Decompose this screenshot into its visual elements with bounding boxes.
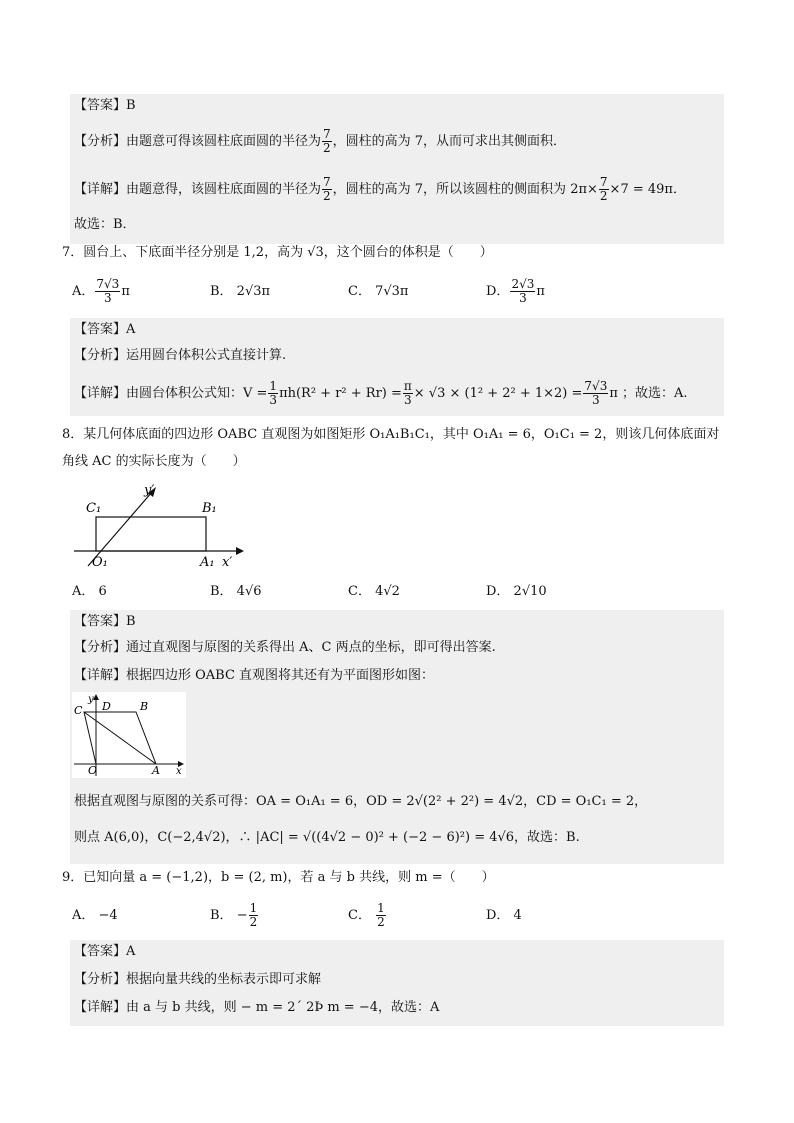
q7-option-d[interactable]: D． $\frac{2√3}{3}$ π — [486, 277, 545, 305]
q6-choice: 故选：B． — [74, 217, 136, 232]
q8-option-c[interactable]: C． 4√2 — [348, 584, 400, 599]
label-b: B — [140, 700, 149, 713]
label-o: O — [88, 764, 98, 777]
q7-stem: 7．圆台上、下底面半径分别是 1,2，高为 √3，这个圆台的体积是（ ） — [62, 245, 493, 260]
q8-plane-figure — [72, 692, 186, 778]
q8-option-a[interactable]: A． 6 — [72, 584, 107, 599]
q9-option-a[interactable]: A． −4 — [72, 908, 118, 923]
q6-answer-block — [70, 94, 724, 244]
q9-stem: 9．已知向量 a = (−1,2)，b = (2, m)，若 a 与 b 共线，则 m =（ ） — [62, 870, 495, 885]
q9-detail: 【详解】由 a 与 b 共线，则 − m = 2´ 2Þ m = −4，故选：A — [74, 1000, 440, 1015]
q7-option-c[interactable]: C． 7√3π — [348, 284, 409, 299]
label-x: x — [176, 766, 182, 777]
q7-option-a[interactable]: A． $\frac{7√3}{3}$ π — [72, 277, 130, 305]
label-a: A — [152, 764, 160, 777]
label-d: D — [102, 700, 111, 713]
q7-detail: 【详解】由圆台体积公式知：V = $\frac{1}{3}$ πh(R² + r² + Rr) = $\frac{\pi}{3}$ × √3 × (1² + 2² + 1×2) = $\frac{7√3}{3}$ π ；故选：A. — [74, 379, 688, 407]
q9-option-c[interactable]: C． $\frac{1}{2}$ — [348, 901, 385, 929]
q9-option-d[interactable]: D． 4 — [486, 908, 522, 923]
label-b1: B₁ — [202, 501, 217, 516]
label-a1: A₁ — [200, 555, 215, 570]
q8-analysis: 【分析】通过直观图与原图的关系得出 A、C 两点的坐标，即可得出答案. — [74, 640, 496, 655]
q6-analysis: 【分析】由题意可得该圆柱底面圆的半径为 $\frac{7}{2}$ ，圆柱的高为 7，从而可求出其侧面积． — [74, 127, 567, 155]
q8-answer: 【答案】B — [74, 614, 136, 629]
q8-stem-line1: 8．某几何体底面的四边形 OABC 直观图为如图矩形 O₁A₁B₁C₁，其中 O₁A₁ = 6，O₁C₁ = 2，则该几何体底面对 — [62, 427, 720, 442]
label-c: C — [74, 704, 83, 717]
label-x-prime: x′ — [222, 555, 233, 570]
label-y: y — [88, 694, 94, 705]
q8-point: 则点 A(6,0)，C(−2,4√2)，∴ |AC| = √((4√2 − 0)² + (−2 − 6)²) = 4√6，故选：B. — [74, 830, 580, 845]
q9-analysis: 【分析】根据向量共线的坐标表示即可求解 — [74, 972, 322, 987]
label-y-prime: y′ — [144, 483, 155, 498]
q8-stem-line2: 角线 AC 的实际长度为（ ） — [62, 454, 246, 469]
q7-analysis: 【分析】运用圆台体积公式直接计算. — [74, 348, 287, 363]
q6-answer: 【答案】B — [74, 98, 136, 113]
q8-detail: 【详解】根据四边形 OABC 直观图将其还有为平面图形如图： — [74, 668, 435, 683]
q8-option-d[interactable]: D． 2√10 — [486, 584, 547, 599]
label-o1: O₁ — [92, 555, 108, 570]
q8-relation: 根据直观图与原图的关系可得：OA = O₁A₁ = 6，OD = 2√(2² + 2²) = 4√2，CD = O₁C₁ = 2， — [74, 794, 648, 809]
q9-answer: 【答案】A — [74, 944, 136, 959]
q7-answer: 【答案】A — [74, 322, 136, 337]
q8-option-b[interactable]: B． 4√6 — [210, 584, 262, 599]
label-c1: C₁ — [86, 501, 102, 516]
q6-detail: 【详解】由题意得，该圆柱底面圆的半径为 $\frac{7}{2}$ ，圆柱的高为 7，所以该圆柱的侧面积为 2π× $\frac{7}{2}$ ×7 = 49π． — [74, 175, 686, 203]
q9-option-b[interactable]: B． − $\frac{1}{2}$ — [210, 901, 258, 929]
q8-oblique-figure — [66, 480, 256, 572]
q7-option-b[interactable]: B． 2√3π — [210, 284, 271, 299]
